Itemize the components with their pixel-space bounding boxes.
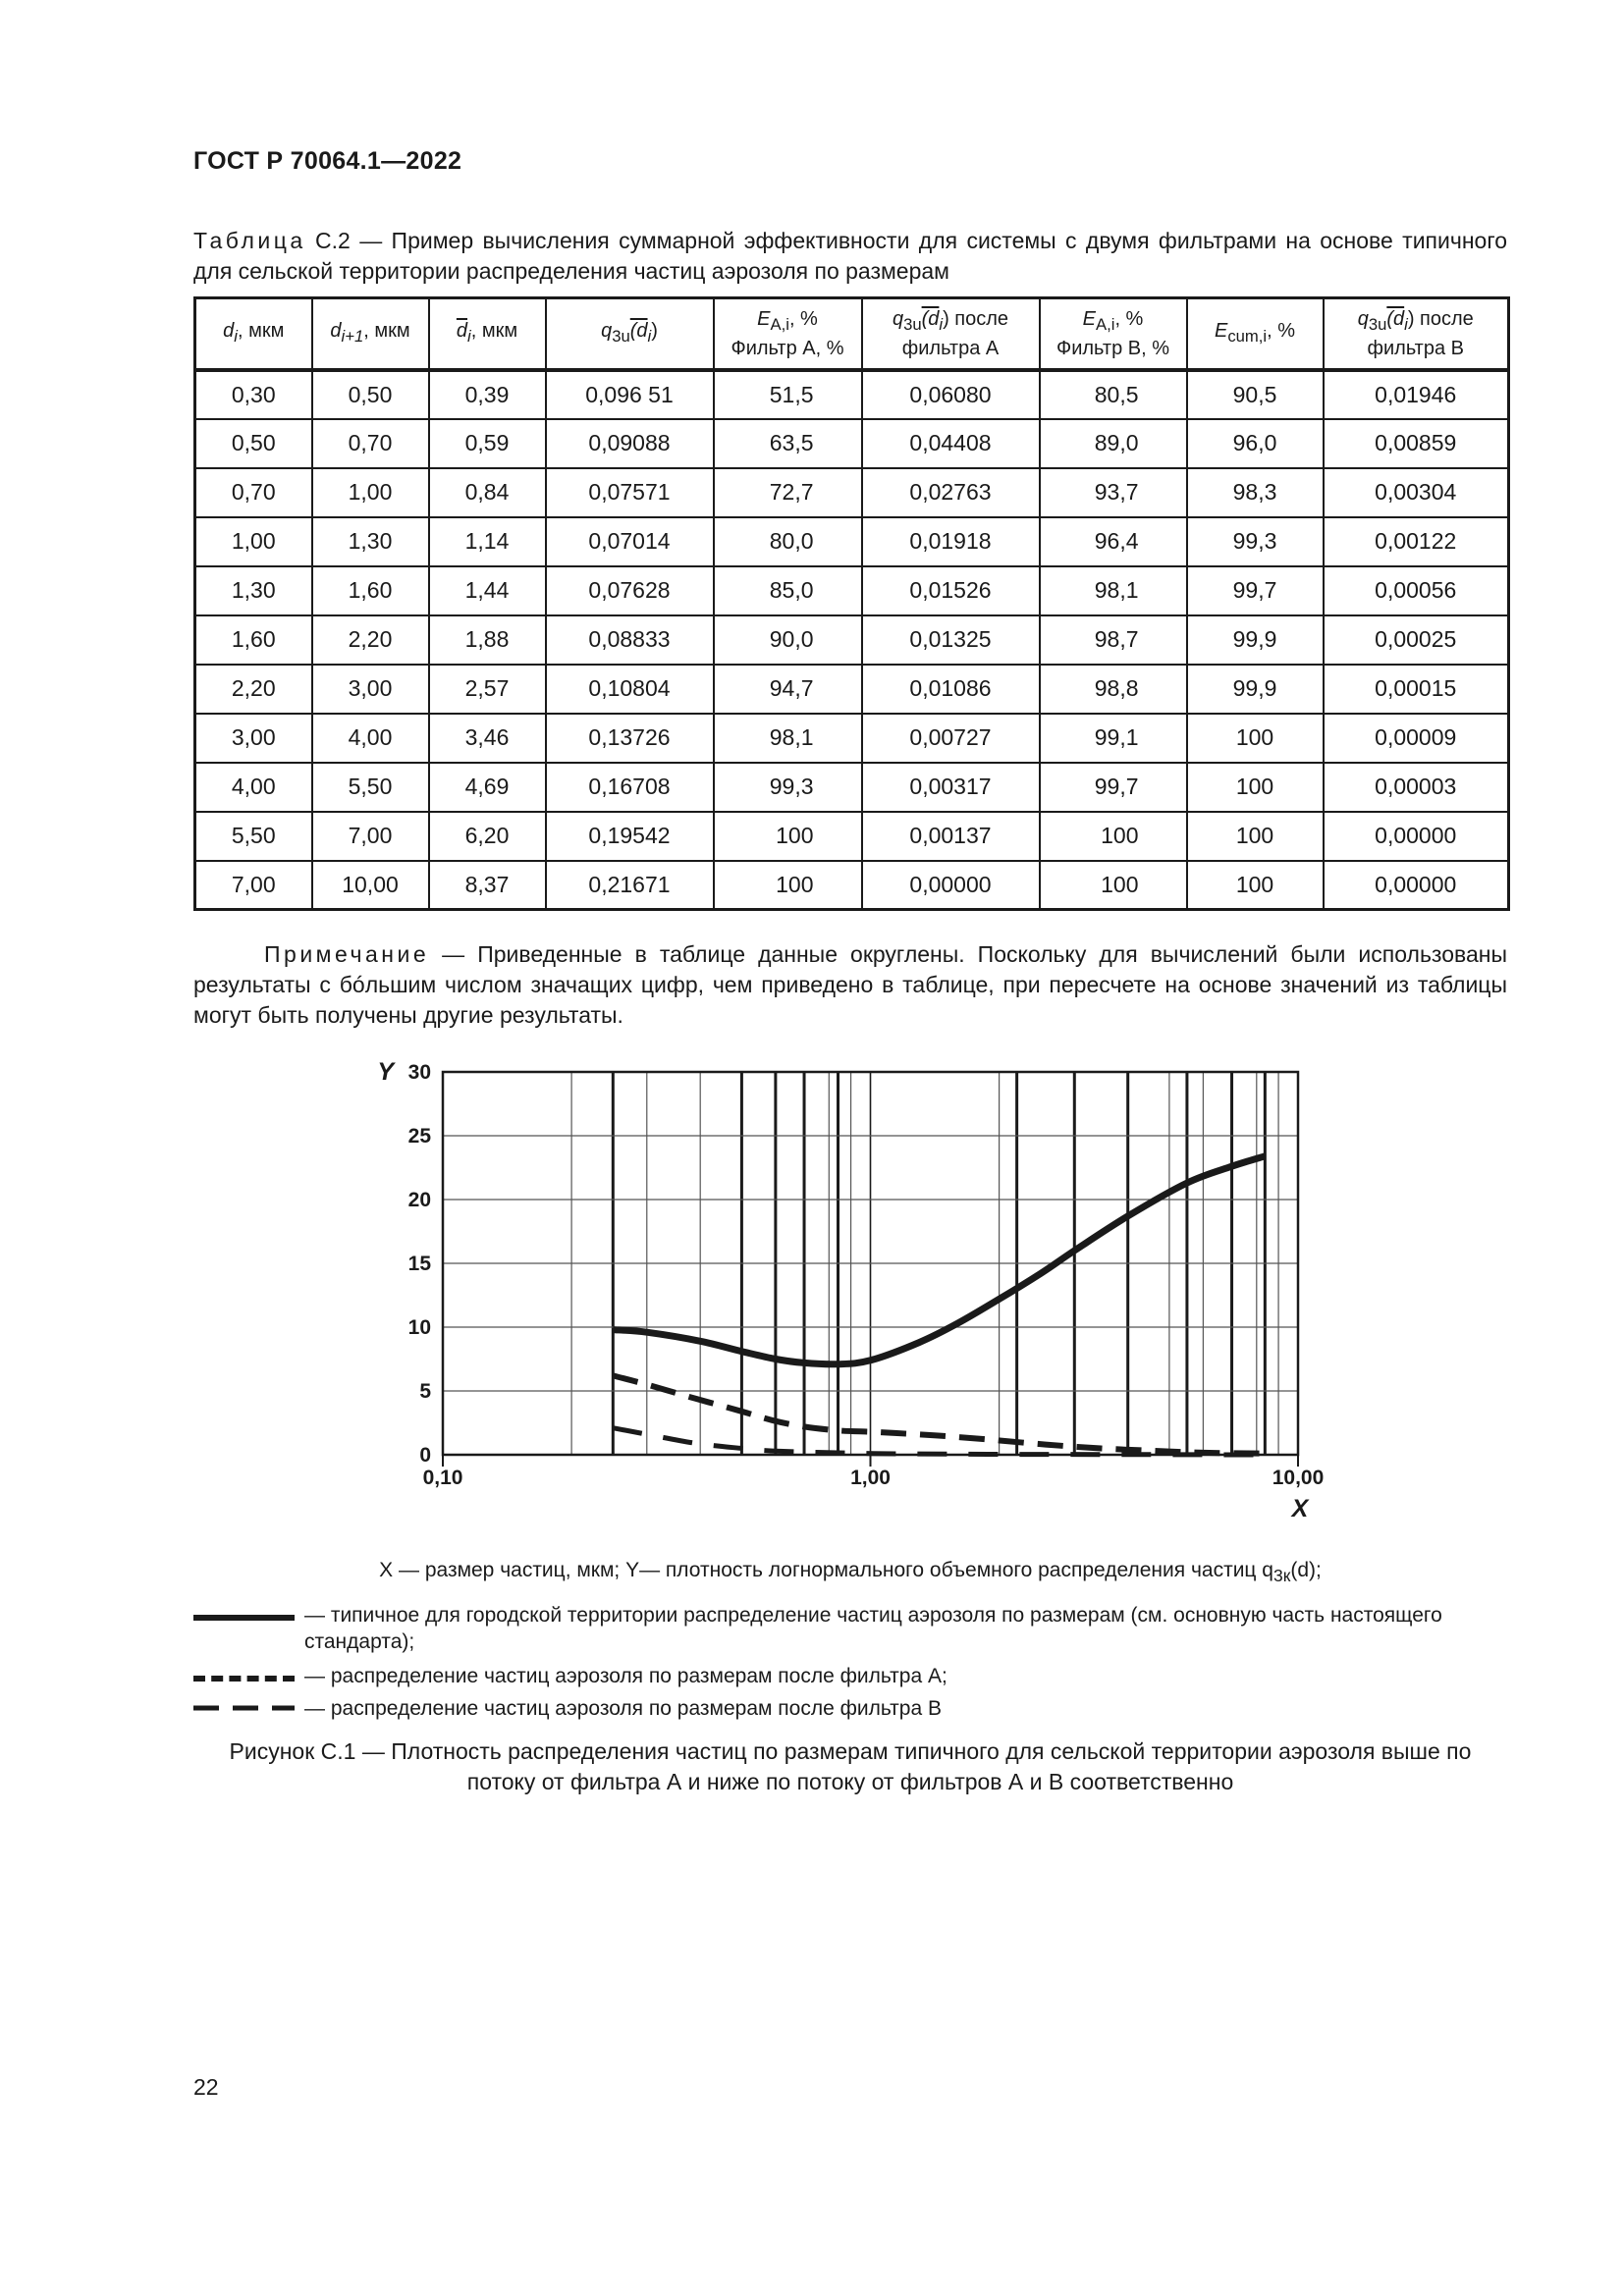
table-cell: 3,00 xyxy=(195,714,312,763)
table-cell: 2,57 xyxy=(429,665,546,714)
col-header-efficiency-b: $E_{A,i}$, % Фильтр В, % xyxy=(1040,298,1187,370)
table-caption-text: С.2 — Пример вычисления суммарной эффективности для системы с двумя фильтрами на основе типичного для сельской территории распределения частиц аэрозоля по размерам xyxy=(193,228,1507,284)
table-cell: 0,00122 xyxy=(1324,517,1509,566)
table-cell: 99,7 xyxy=(1040,763,1187,812)
table-cell: 100 xyxy=(1040,812,1187,861)
table-cell: 100 xyxy=(714,861,862,910)
table-cell: 2,20 xyxy=(195,665,312,714)
table-cell: 0,04408 xyxy=(862,419,1040,468)
table-cell: 0,01086 xyxy=(862,665,1040,714)
table-cell: 1,00 xyxy=(312,468,429,517)
table-cell: 0,02763 xyxy=(862,468,1040,517)
x-tick-label: 10,00 xyxy=(1272,1467,1325,1489)
table-cell: 0,00025 xyxy=(1324,615,1509,665)
table-cell: 0,50 xyxy=(312,370,429,419)
table-cell: 0,01526 xyxy=(862,566,1040,615)
table-cell: 0,08833 xyxy=(546,615,714,665)
legend-light-dashed-line-icon xyxy=(193,1705,295,1711)
table-cell: 1,60 xyxy=(195,615,312,665)
table-cell: 100 xyxy=(1187,763,1324,812)
table-cell: 0,00859 xyxy=(1324,419,1509,468)
table-cell: 80,5 xyxy=(1040,370,1187,419)
table-cell: 99,3 xyxy=(714,763,862,812)
x-axis-title: X xyxy=(1291,1495,1309,1522)
table-cell: 0,21671 xyxy=(546,861,714,910)
table-cell: 90,5 xyxy=(1187,370,1324,419)
table-cell: 0,59 xyxy=(429,419,546,468)
table-cell: 0,01325 xyxy=(862,615,1040,665)
table-cell: 98,7 xyxy=(1040,615,1187,665)
col-header-q3u: $q_{3u}(d_i)$ xyxy=(546,298,714,370)
table-cell: 0,07014 xyxy=(546,517,714,566)
y-tick-label: 30 xyxy=(407,1061,431,1084)
y-tick-label: 15 xyxy=(407,1253,431,1275)
table-cell: 96,4 xyxy=(1040,517,1187,566)
table-cell: 63,5 xyxy=(714,419,862,468)
legend-item-filter-a xyxy=(193,1663,1507,1689)
table-cell: 0,19542 xyxy=(546,812,714,861)
table-cell: 100 xyxy=(714,812,862,861)
legend-item-filter-b xyxy=(193,1695,1507,1722)
y-tick-label: 0 xyxy=(419,1444,431,1467)
table-cell: 1,60 xyxy=(312,566,429,615)
table-cell: 4,00 xyxy=(195,763,312,812)
figure-caption: Рисунок С.1 — Плотность распределения частиц по размерам типичного для сельской территории аэрозоля выше по потоку от фильтра А и ниже по потоку от фильтров А и В соответственно xyxy=(229,1738,1472,1794)
table-cell: 0,70 xyxy=(195,468,312,517)
table-cell: 89,0 xyxy=(1040,419,1187,468)
axes-description-sub: 3к xyxy=(1272,1566,1291,1586)
note-label: Примечание xyxy=(264,941,430,967)
table-cell: 72,7 xyxy=(714,468,862,517)
legend-solid-line-icon xyxy=(193,1615,295,1621)
table-cell: 0,10804 xyxy=(546,665,714,714)
y-tick-label: 10 xyxy=(407,1316,431,1339)
table-cell: 99,7 xyxy=(1187,566,1324,615)
table-cell: 1,00 xyxy=(195,517,312,566)
col-header-efficiency-a: $E_{A,i}$, % Фильтр А, % xyxy=(714,298,862,370)
table-cell: 0,16708 xyxy=(546,763,714,812)
col-header-di: $d_i$, мкм xyxy=(195,298,312,370)
legend-item-typical xyxy=(193,1602,1507,1655)
table-caption-label: Таблица xyxy=(193,228,306,253)
legend-text-filter-b: — распределение частиц аэрозоля по размерам после фильтра В xyxy=(304,1697,942,1720)
table-cell: 0,70 xyxy=(312,419,429,468)
table-cell: 0,06080 xyxy=(862,370,1040,419)
table-cell: 4,00 xyxy=(312,714,429,763)
table-cell: 99,1 xyxy=(1040,714,1187,763)
table-cell: 3,46 xyxy=(429,714,546,763)
table-cell: 0,01946 xyxy=(1324,370,1509,419)
table-cell: 1,88 xyxy=(429,615,546,665)
table-cell: 96,0 xyxy=(1187,419,1324,468)
table-cell: 7,00 xyxy=(312,812,429,861)
y-tick-label: 5 xyxy=(419,1380,431,1403)
table-cell: 80,0 xyxy=(714,517,862,566)
table-cell: 4,69 xyxy=(429,763,546,812)
table-cell: 1,44 xyxy=(429,566,546,615)
col-header-efficiency-cum: $E_{cum,i}$, % xyxy=(1187,298,1324,370)
table-cell: 100 xyxy=(1040,861,1187,910)
page-number: 22 xyxy=(193,2074,219,2100)
table-cell: 0,00056 xyxy=(1324,566,1509,615)
note-text: — Приведенные в таблице данные округлены. Поскольку для вычислений были использованы результаты с бóльшим числом значащих цифр, чем приведено в таблице, при пересчете на основе значений из таблицы могут быть получены другие результаты. xyxy=(193,941,1507,1028)
table-cell: 1,30 xyxy=(195,566,312,615)
document-title: ГОСТ Р 70064.1—2022 xyxy=(193,147,462,175)
x-tick-label: 1,00 xyxy=(850,1467,891,1489)
table-cell: 85,0 xyxy=(714,566,862,615)
table-cell: 0,00015 xyxy=(1324,665,1509,714)
x-tick-label: 0,10 xyxy=(422,1467,463,1489)
table-cell: 94,7 xyxy=(714,665,862,714)
col-header-di-mean: $\overline{d}_i$, мкм xyxy=(429,298,546,370)
table-cell: 0,00000 xyxy=(1324,812,1509,861)
table-cell: 0,00000 xyxy=(1324,861,1509,910)
table-cell: 0,50 xyxy=(195,419,312,468)
table-cell: 98,1 xyxy=(1040,566,1187,615)
table-cell: 0,00317 xyxy=(862,763,1040,812)
table-cell: 100 xyxy=(1187,714,1324,763)
table-cell: 0,09088 xyxy=(546,419,714,468)
table-cell: 93,7 xyxy=(1040,468,1187,517)
table-cell: 0,01918 xyxy=(862,517,1040,566)
table-cell: 8,37 xyxy=(429,861,546,910)
table-cell: 98,8 xyxy=(1040,665,1187,714)
table-cell: 0,07571 xyxy=(546,468,714,517)
legend-bold-dashed-line-icon xyxy=(193,1676,295,1682)
y-axis-title: Y xyxy=(377,1058,394,1086)
table-cell: 0,00727 xyxy=(862,714,1040,763)
table-cell: 99,9 xyxy=(1187,665,1324,714)
col-header-q3u-after-b: $q_{3u}(d_i)$ после фильтра В xyxy=(1324,298,1509,370)
table-cell: 0,13726 xyxy=(546,714,714,763)
table-cell: 90,0 xyxy=(714,615,862,665)
table-cell: 51,5 xyxy=(714,370,862,419)
table-cell: 98,1 xyxy=(714,714,862,763)
table-cell: 100 xyxy=(1187,861,1324,910)
col-header-di1: $d_{i+1}$, мкм xyxy=(312,298,429,370)
table-cell: 98,3 xyxy=(1187,468,1324,517)
table-cell: 3,00 xyxy=(312,665,429,714)
table-cell: 0,39 xyxy=(429,370,546,419)
table-cell: 1,14 xyxy=(429,517,546,566)
y-tick-label: 25 xyxy=(407,1125,431,1148)
legend-text-typical: — типичное для городской территории распределение частиц аэрозоля по размерам (см. основную часть настоящего стандарта); xyxy=(304,1604,1442,1653)
table-cell: 99,3 xyxy=(1187,517,1324,566)
table-cell: 0,30 xyxy=(195,370,312,419)
table-cell: 5,50 xyxy=(195,812,312,861)
table-cell: 6,20 xyxy=(429,812,546,861)
table-cell: 2,20 xyxy=(312,615,429,665)
legend-text-filter-a: — распределение частиц аэрозоля по размерам после фильтра А; xyxy=(304,1665,947,1687)
table-cell: 1,30 xyxy=(312,517,429,566)
table-cell: 100 xyxy=(1187,812,1324,861)
table-cell: 7,00 xyxy=(195,861,312,910)
table-cell: 0,00003 xyxy=(1324,763,1509,812)
table-cell: 10,00 xyxy=(312,861,429,910)
y-tick-label: 20 xyxy=(407,1189,431,1211)
table-cell: 5,50 xyxy=(312,763,429,812)
table-cell: 0,00009 xyxy=(1324,714,1509,763)
col-header-q3u-after-a: $q_{3u}(d_i)$ после фильтра А xyxy=(862,298,1040,370)
table-cell: 0,00000 xyxy=(862,861,1040,910)
table-cell: 99,9 xyxy=(1187,615,1324,665)
table-cell: 0,00304 xyxy=(1324,468,1509,517)
table-cell: 0,096 51 xyxy=(546,370,714,419)
axes-description: X — размер частиц, мкм; Y— плотность логнормального объемного распределения частиц $q_{3к}(d)$; xyxy=(379,1559,1322,1586)
table-cell: 0,07628 xyxy=(546,566,714,615)
table-cell: 0,84 xyxy=(429,468,546,517)
table-cell: 0,00137 xyxy=(862,812,1040,861)
